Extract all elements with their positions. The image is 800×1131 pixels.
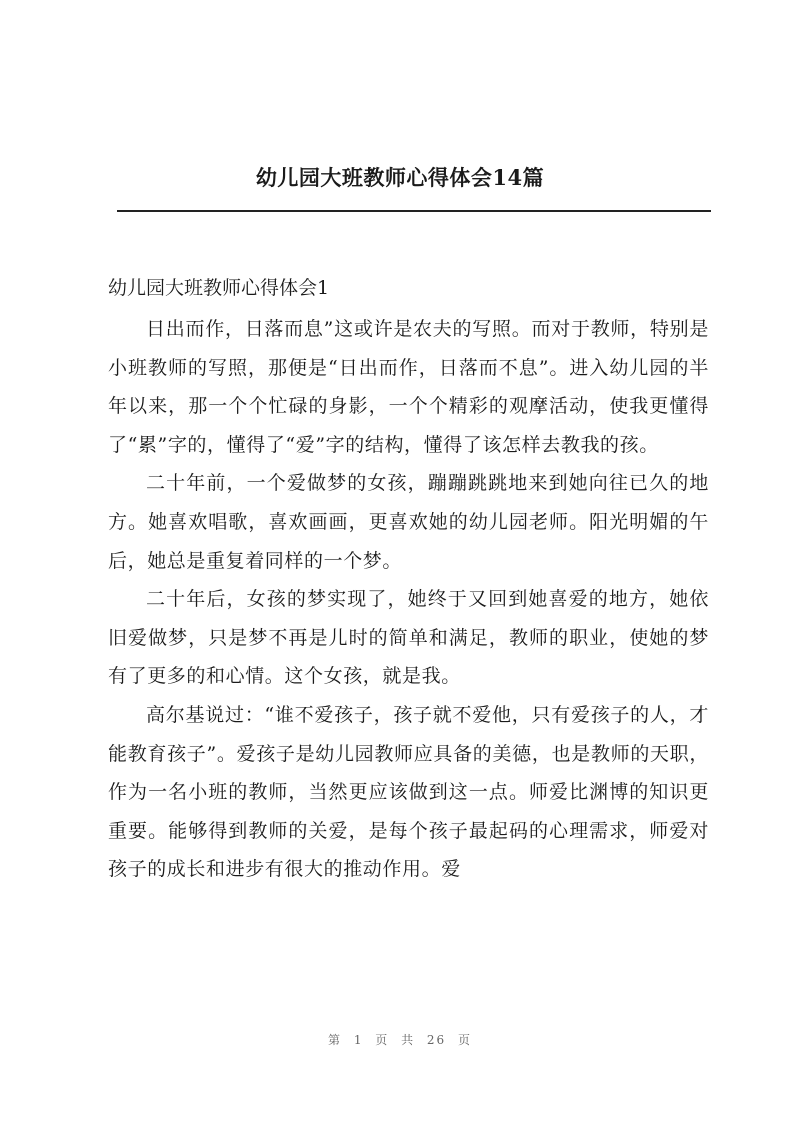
section-heading: 幼儿园大班教师心得体会1: [108, 277, 330, 299]
document-title: 幼儿园大班教师心得体会14篇: [255, 165, 545, 190]
page-number-footer: 第 1 页 共 26 页: [328, 1033, 472, 1047]
paragraph: 日出而作，日落而息”这或许是农夫的写照。而对于教师，特别是小班教师的写照，那便是“日出而作，日落而不息”。进入幼儿园的半年以来，那一个个忙碌的身影，一个个精彩的观摩活动，使我更懂得了“累”字的，懂得了“爱”字的结构，懂得了该怎样去教我的孩。: [108, 318, 709, 456]
title-divider: [117, 210, 711, 212]
paragraph: 高尔基说过：“谁不爱孩子，孩子就不爱他，只有爱孩子的人，才能教育孩子”。爱孩子是幼儿园教师应具备的美德，也是教师的天职，作为一名小班的教师，当然更应该做到这一点。师爱比渊博的知识更重要。能够得到教师的关爱，是每个孩子最起码的心理需求，师爱对孩子的成长和进步有很大的推动作用。爱: [108, 703, 709, 881]
document-body: [108, 310, 709, 889]
paragraph: 二十年前，一个爱做梦的女孩，蹦蹦跳跳地来到她向往已久的地方。她喜欢唱歌，喜欢画画，更喜欢她的幼儿园老师。阳光明媚的午后，她总是重复着同样的一个梦。: [108, 472, 709, 572]
paragraph: 二十年后，女孩的梦实现了，她终于又回到她喜爱的地方，她依旧爱做梦，只是梦不再是儿时的简单和满足，教师的职业，使她的梦有了更多的和心情。这个女孩，就是我。: [108, 588, 709, 688]
